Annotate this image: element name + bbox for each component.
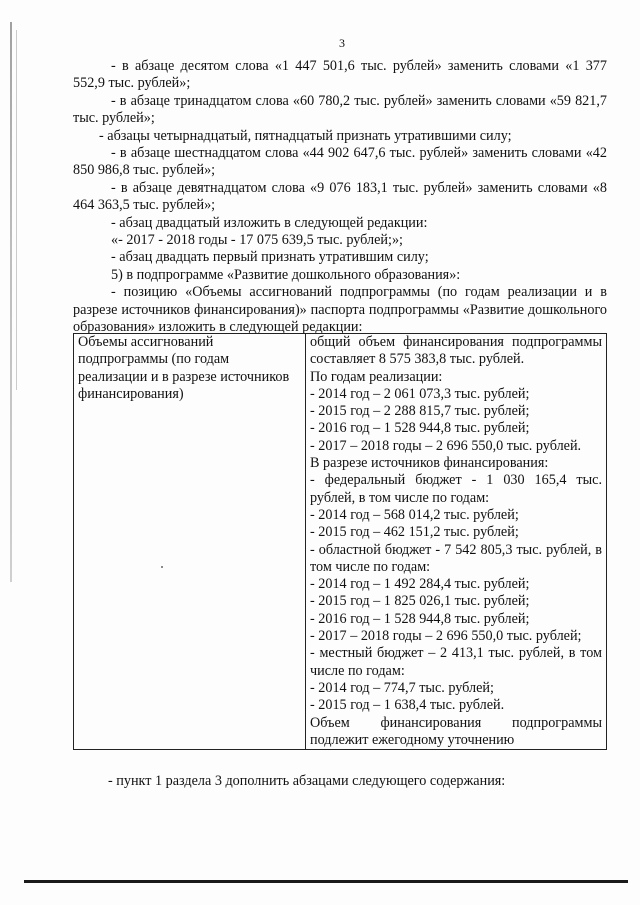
funding-table <box>73 333 607 750</box>
scan-speck <box>161 566 163 568</box>
funding-line: - 2015 год – 462 151,2 тыс. рублей; <box>310 524 519 541</box>
paragraph-6: - абзац двадцатый изложить в следующей редакции: <box>111 214 428 231</box>
paragraph-10: - позицию «Объемы ассигнований подпрограммы (по годам реализации и в разрезе источников финансирования)» паспорта подпрограммы «Развитие дошкольного образования» изложить в следующей редакции: <box>73 284 607 336</box>
funding-line: - 2016 год – 1 528 944,8 тыс. рублей; <box>310 610 530 627</box>
paragraph-7: «- 2017 - 2018 годы - 17 075 639,5 тыс. рублей;»; <box>111 232 403 249</box>
table-row <box>74 334 607 750</box>
funding-line: - 2014 год – 568 014,2 тыс. рублей; <box>310 506 519 523</box>
funding-line: - 2014 год – 2 061 073,3 тыс. рублей; <box>310 385 530 402</box>
paragraph-3: - абзацы четырнадцатый, пятнадцатый признать утратившими силу; <box>99 127 512 144</box>
funding-line: Объем финансирования подпрограммы подлежит ежегодному уточнению <box>310 714 602 748</box>
funding-line: - местный бюджет – 2 413,1 тыс. рублей, в том числе по годам: <box>310 645 602 679</box>
paragraph-5: - в абзаце девятнадцатом слова «9 076 183,1 тыс. рублей» заменить словами «8 464 363,5 тыс. рублей»; <box>73 179 607 214</box>
funding-line: - 2015 год – 1 825 026,1 тыс. рублей; <box>310 593 530 610</box>
paragraph-4: - в абзаце шестнадцатом слова «44 902 647,6 тыс. рублей» заменить словами «42 850 986,8 тыс. рублей»; <box>73 145 607 179</box>
page-number: 3 <box>339 36 345 50</box>
paragraph-1: - в абзаце десятом слова «1 447 501,6 тыс. рублей» заменить словами «1 377 552,9 тыс. рублей»; <box>73 58 607 92</box>
paragraph-9: 5) в подпрограмме «Развитие дошкольного образования»: <box>111 266 461 283</box>
funding-line: - 2015 год – 2 288 815,7 тыс. рублей; <box>310 403 530 420</box>
scan-bottom-edge <box>24 880 628 883</box>
funding-line: - 2017 – 2018 годы – 2 696 550,0 тыс. рублей. <box>310 437 582 454</box>
funding-line: - областной бюджет - 7 542 805,3 тыс. рублей, в том числе по годам: <box>310 541 602 575</box>
funding-line: - 2014 год – 1 492 284,4 тыс. рублей; <box>310 576 530 593</box>
scan-binding-edge-inner <box>16 30 17 390</box>
paragraph-2: - в абзаце тринадцатом слова «60 780,2 тыс. рублей» заменить словами «59 821,7 тыс. рублей»; <box>73 92 607 127</box>
funding-line: В разрезе источников финансирования: <box>310 455 549 472</box>
funding-line: - 2016 год – 1 528 944,8 тыс. рублей; <box>310 420 530 437</box>
funding-line: - 2017 – 2018 годы – 2 696 550,0 тыс. рублей; <box>310 628 582 645</box>
table-cell-values <box>306 334 607 750</box>
table-cell-label: Объемы ассигнований подпрограммы (по годам реализации и в разрезе источников финансирования) <box>74 334 306 750</box>
funding-line: - 2014 год – 774,7 тыс. рублей; <box>310 679 494 696</box>
paragraph-8: - абзац двадцать первый признать утратившим силу; <box>111 249 429 266</box>
funding-line: По годам реализации: <box>310 368 443 385</box>
amendment-text <box>73 58 607 337</box>
funding-line: общий объем финансирования подпрограммы составляет 8 575 383,8 тыс. рублей. <box>310 334 602 368</box>
scan-binding-edge <box>10 22 12 582</box>
trailing-paragraph: - пункт 1 раздела 3 дополнить абзацами следующего содержания: <box>108 773 506 789</box>
funding-line: - федеральный бюджет - 1 030 165,4 тыс. рублей, в том числе по годам: <box>310 472 602 506</box>
funding-line: - 2015 год – 1 638,4 тыс. рублей. <box>310 697 505 714</box>
